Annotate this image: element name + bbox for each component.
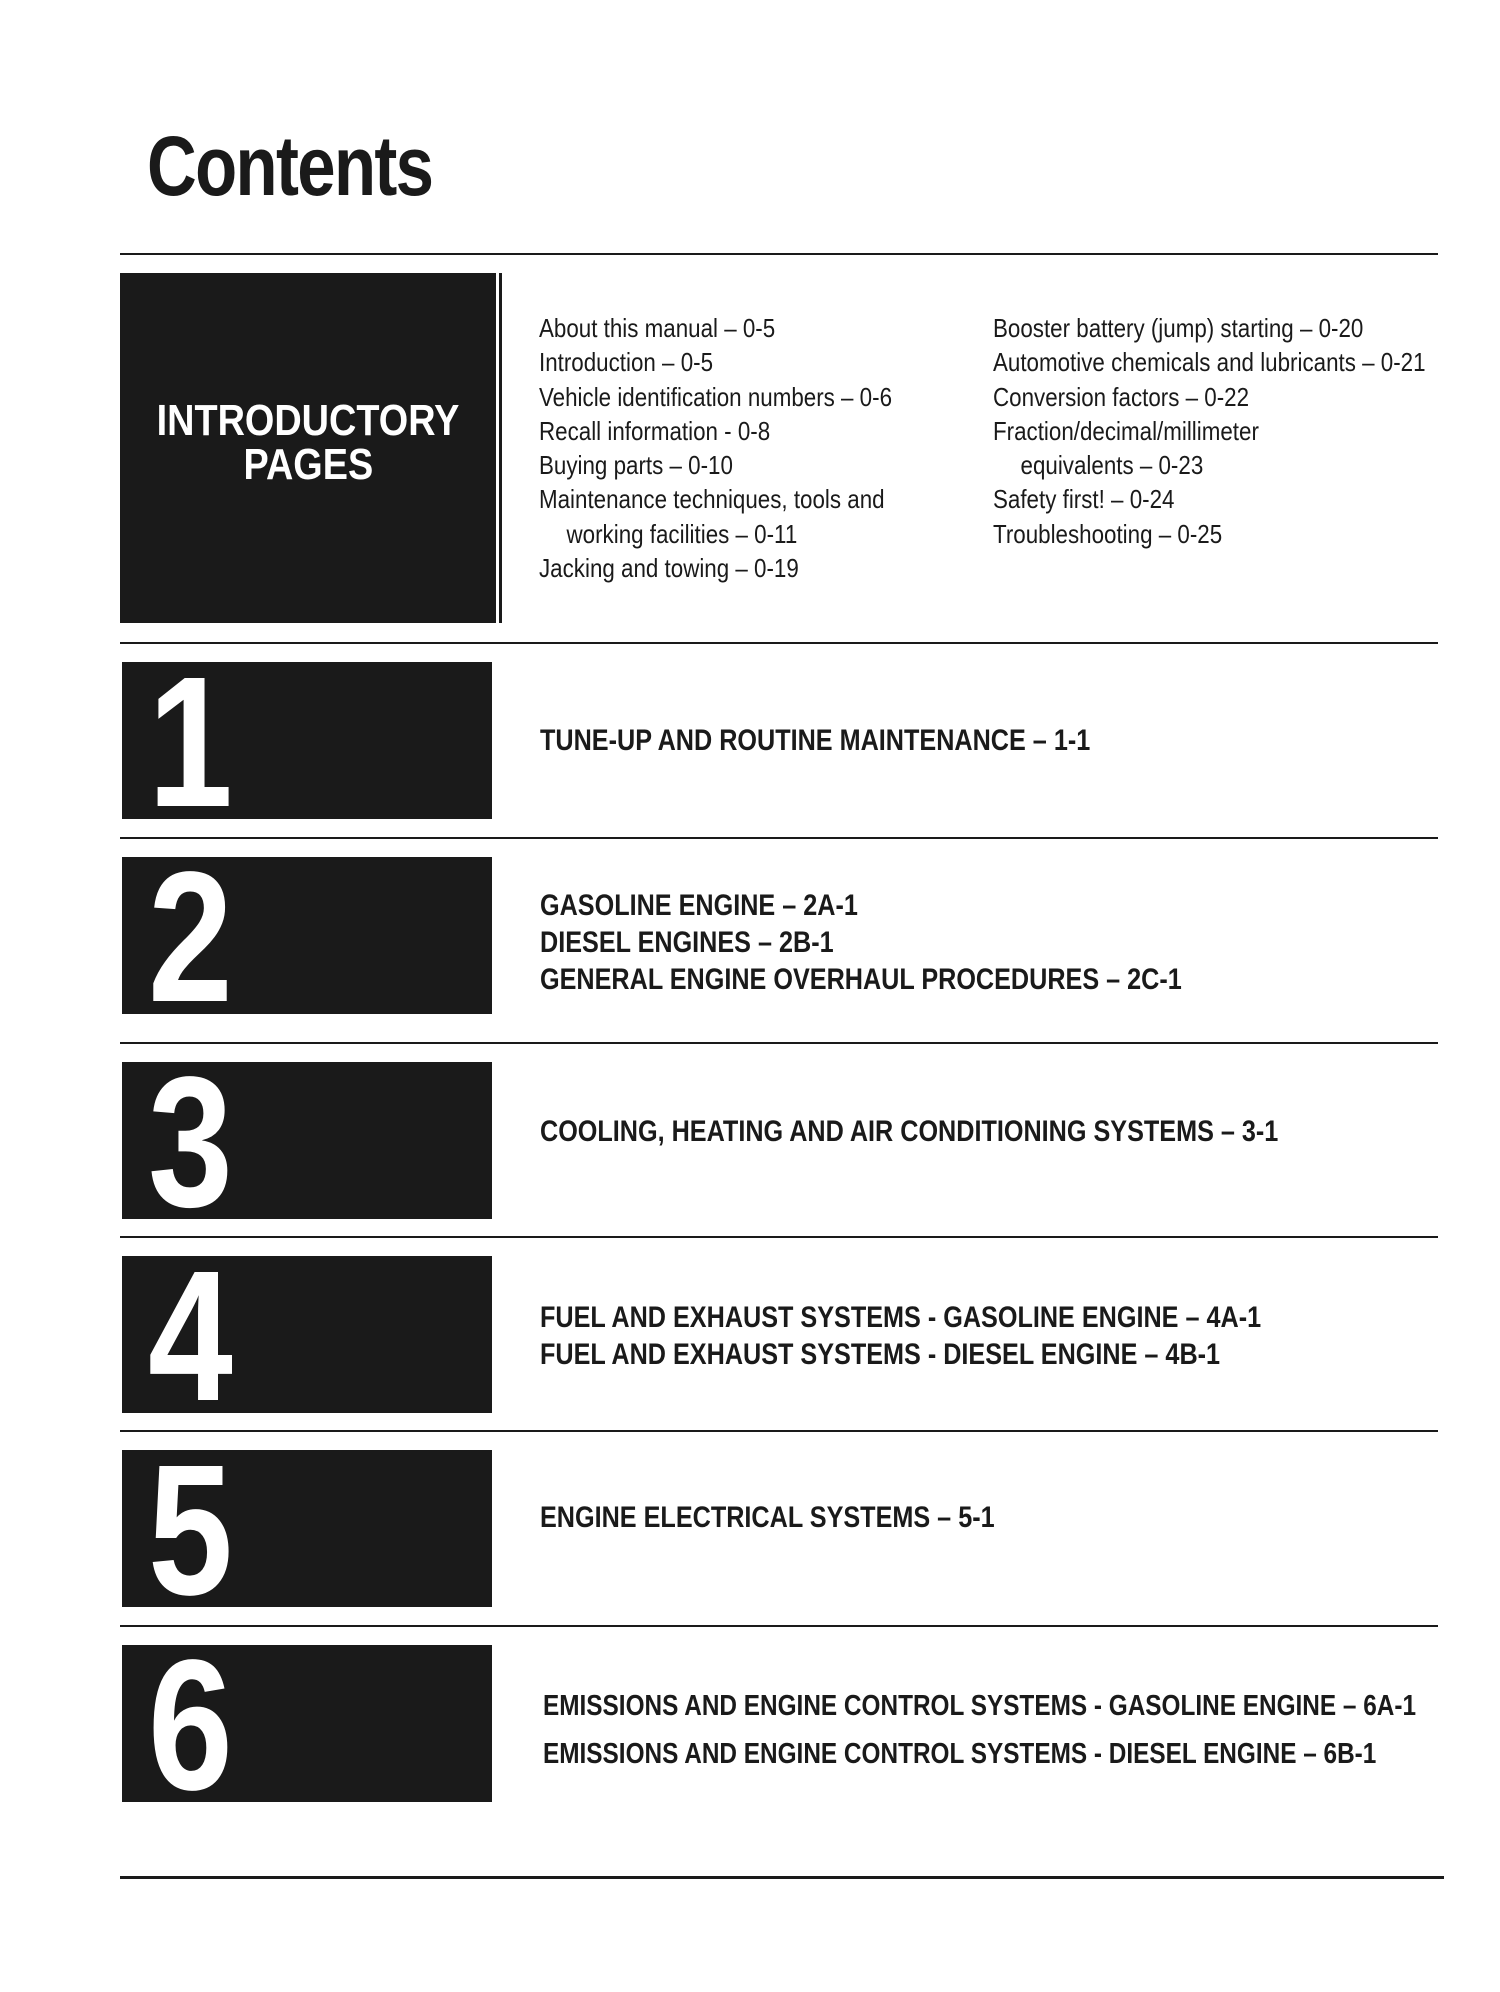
chapter-number: 4 [148, 1256, 233, 1413]
chapter-entry[interactable]: GASOLINE ENGINE – 2A-1 [540, 889, 858, 922]
toc-link-jacking-towing[interactable]: Jacking and towing – 0-19 [539, 553, 799, 584]
chapter-number: 2 [148, 857, 233, 1014]
chapter-entry[interactable]: FUEL AND EXHAUST SYSTEMS - DIESEL ENGINE – 4B-1 [540, 1338, 1221, 1371]
chapter-number: 6 [148, 1645, 233, 1802]
chapter-5-block[interactable] [122, 1450, 492, 1607]
chapter-entry[interactable]: EMISSIONS AND ENGINE CONTROL SYSTEMS - DIESEL ENGINE – 6B-1 [543, 1738, 1377, 1770]
chapter-number: 5 [148, 1450, 233, 1607]
section-divider [120, 1236, 1438, 1238]
toc-link-safety-first[interactable]: Safety first! – 0-24 [993, 484, 1175, 515]
toc-link-vehicle-id[interactable]: Vehicle identification numbers – 0-6 [539, 381, 893, 412]
chapter-entry[interactable]: GENERAL ENGINE OVERHAUL PROCEDURES – 2C-1 [540, 963, 1182, 996]
chapter-entry[interactable]: EMISSIONS AND ENGINE CONTROL SYSTEMS - GASOLINE ENGINE – 6A-1 [543, 1690, 1417, 1722]
toc-link-chemicals-lubricants[interactable]: Automotive chemicals and lubricants – 0-21 [993, 347, 1426, 378]
toc-link-maintenance-techniques-cont[interactable]: working facilities – 0-11 [566, 518, 798, 549]
toc-link-troubleshooting[interactable]: Troubleshooting – 0-25 [993, 518, 1223, 549]
toc-link-booster-battery[interactable]: Booster battery (jump) starting – 0-20 [993, 313, 1364, 343]
toc-link-fraction-decimal[interactable]: Fraction/decimal/millimeter [993, 415, 1259, 446]
section-divider [120, 642, 1438, 644]
chapter-entry[interactable]: ENGINE ELECTRICAL SYSTEMS – 5-1 [540, 1501, 995, 1534]
toc-link-buying-parts[interactable]: Buying parts – 0-10 [539, 450, 733, 481]
chapter-entry[interactable]: TUNE-UP AND ROUTINE MAINTENANCE – 1-1 [540, 724, 1091, 757]
toc-link-fraction-decimal-cont[interactable]: equivalents – 0-23 [1020, 450, 1204, 481]
section-divider [120, 837, 1438, 839]
introductory-pages-block [120, 273, 499, 623]
chapter-1-block[interactable] [122, 662, 492, 819]
chapter-number: 1 [148, 662, 233, 819]
intro-block-line: INTRODUCTORY [156, 396, 460, 445]
section-divider [120, 1625, 1438, 1627]
chapter-4-block[interactable] [122, 1256, 492, 1413]
chapter-entry[interactable]: COOLING, HEATING AND AIR CONDITIONING SYSTEMS – 3-1 [540, 1115, 1279, 1148]
section-divider [120, 1042, 1438, 1044]
intro-block-line: PAGES [243, 440, 373, 489]
toc-link-maintenance-techniques[interactable]: Maintenance techniques, tools and [539, 484, 885, 515]
chapter-1-entries [540, 722, 1090, 759]
toc-link-about-manual[interactable]: About this manual – 0-5 [539, 313, 776, 343]
chapter-6-entries [543, 1682, 1416, 1778]
chapter-6-block[interactable] [122, 1645, 492, 1802]
chapter-2-entries [540, 887, 1182, 998]
chapter-entry[interactable]: DIESEL ENGINES – 2B-1 [540, 926, 834, 959]
chapter-3-entries [540, 1113, 1278, 1150]
bottom-divider [120, 1876, 1444, 1879]
chapter-entry[interactable]: FUEL AND EXHAUST SYSTEMS - GASOLINE ENGINE – 4A-1 [540, 1301, 1262, 1334]
intro-list-left [539, 311, 892, 585]
toc-link-introduction[interactable]: Introduction – 0-5 [539, 347, 714, 378]
chapter-number: 3 [148, 1062, 233, 1219]
page-title: Contents [147, 119, 433, 213]
intro-list-right [993, 311, 1426, 551]
section-divider [120, 1430, 1438, 1432]
toc-link-conversion-factors[interactable]: Conversion factors – 0-22 [993, 381, 1250, 412]
chapter-2-block[interactable] [122, 857, 492, 1014]
chapter-3-block[interactable] [122, 1062, 492, 1219]
chapter-4-entries [540, 1299, 1261, 1373]
chapter-5-entries [540, 1499, 995, 1536]
top-divider [120, 253, 1438, 255]
toc-link-recall-info[interactable]: Recall information - 0-8 [539, 415, 771, 446]
